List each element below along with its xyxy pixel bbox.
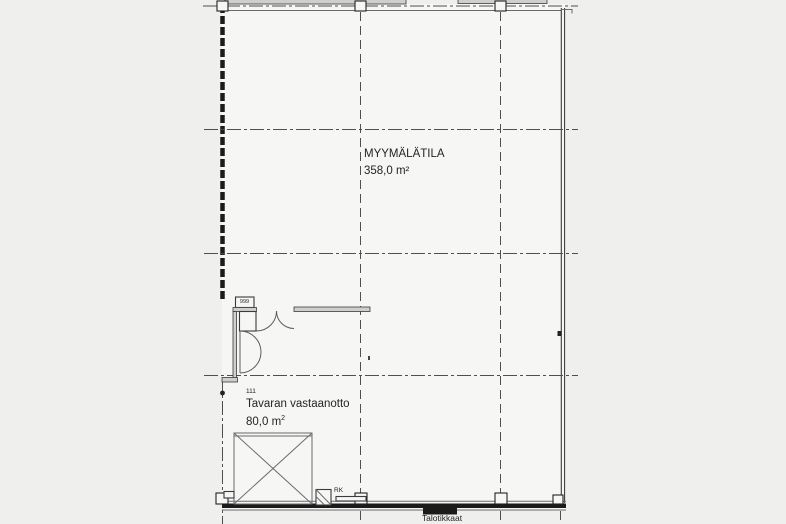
vestibule-wall [233,312,237,380]
column-marker [495,493,507,504]
small-tick [368,356,370,360]
room-receiving-number: 111 [246,388,256,395]
door-tag-label: 999 [239,299,250,305]
wall-stub [224,492,234,499]
electrical-board-label: RK [334,487,344,494]
wall-tick [558,331,562,336]
room-receiving-area [246,415,285,429]
room-receiving-name: Tavaran vastaanotto [246,398,350,410]
interior-wall-stub [294,307,370,312]
plan-paper [222,4,566,510]
area-exponent: 2 [281,415,286,422]
column-marker [553,495,563,504]
room-shop-name: MYYMÄLÄTILA [364,148,445,160]
wall-jog [222,378,238,383]
door-leaf-panel [240,312,257,332]
column-marker [217,1,228,11]
area-value: 80,0 m [246,415,282,428]
column-marker [355,1,366,11]
column-marker [495,1,506,11]
ladder-label: Talotikkaat [421,513,463,523]
low-bar-symbol [336,497,366,502]
room-shop-area: 358,0 m² [364,165,410,177]
grid-point-marker [220,391,225,396]
